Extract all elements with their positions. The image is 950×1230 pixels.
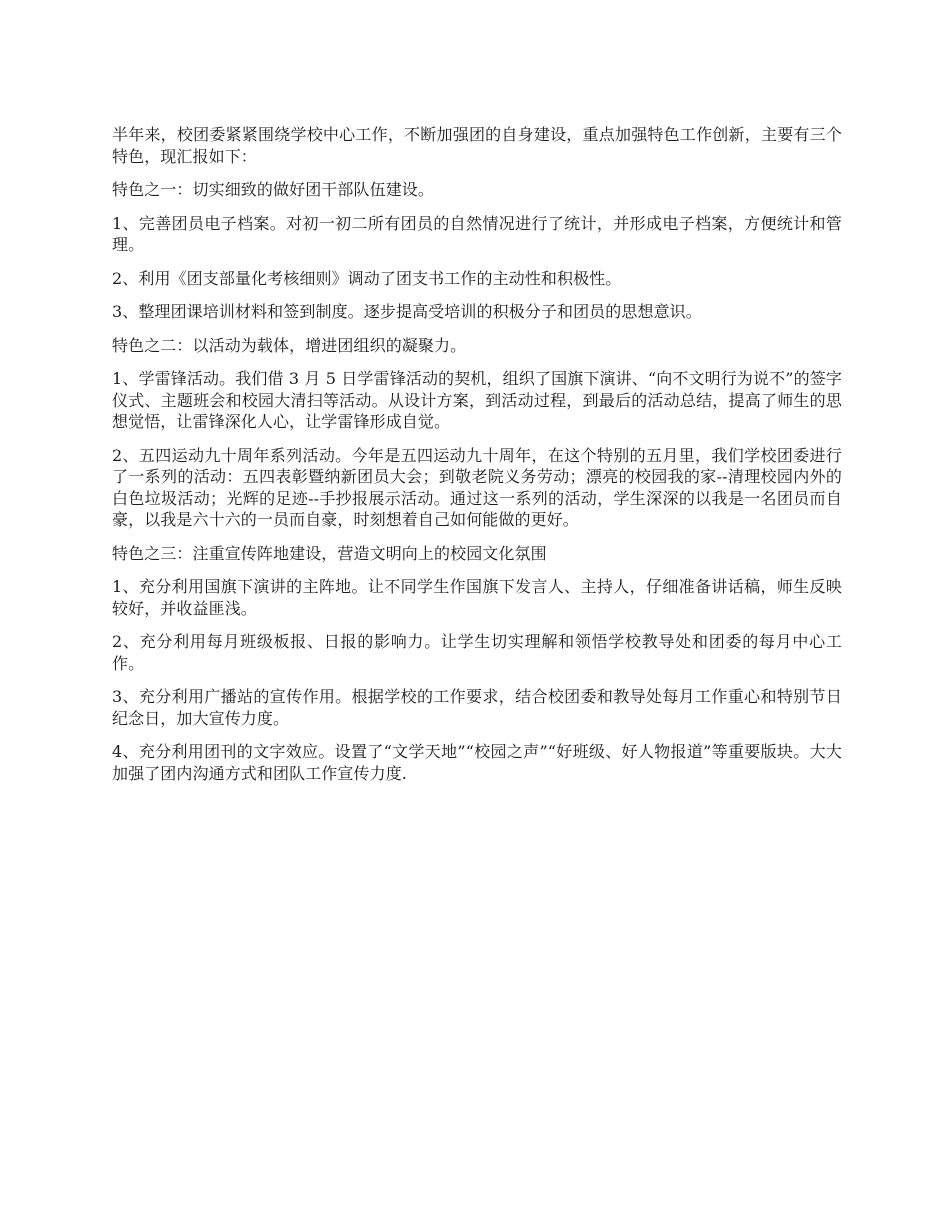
section-heading-1: 特色之一：切实细致的做好团干部队伍建设。 xyxy=(112,180,435,199)
intro-paragraph: 半年来，校团委紧紧围绕学校中心工作，不断加强团的自身建设，重点加强特色工作创新，主要有三个特色，现汇报如下： xyxy=(112,125,842,166)
section-heading-2: 特色之二：以活动为载体，增进团组织的凝聚力。 xyxy=(112,335,467,355)
list-item: 3、整理团课培训材料和签到制度。逐步提高受培训的积极分子和团员的思想意识。 xyxy=(112,302,702,321)
list-item: 4、充分利用团刊的文字效应。设置了“文学天地”“校园之声”“好班级、好人物报道”等重要版块。大大加强了团内沟通方式和团队工作宣传力度. xyxy=(112,742,842,783)
list-item: 2、充分利用每月班级板报、日报的影响力。让学生切实理解和领悟学校教导处和团委的每月中心工作。 xyxy=(112,632,842,673)
list-item: 2、利用《团支部量化考核细则》调动了团支书工作的主动性和积极性。 xyxy=(112,268,622,288)
list-item: 1、充分利用国旗下演讲的主阵地。让不同学生作国旗下发言人、主持人，仔细准备讲话稿，师生反映较好，并收益匪浅。 xyxy=(112,577,842,618)
section-heading-3: 特色之三：注重宣传阵地建设，营造文明向上的校园文化氛围 xyxy=(112,543,547,563)
list-item: 2、五四运动九十周年系列活动。今年是五四运动九十周年，在这个特别的五月里，我们学校团委进行了一系列的活动：五四表彰暨纳新团员大会；到敬老院义务劳动；漂亮的校园我的家--清理校园内外的白色垃圾活动；光辉的足迹--手抄报展示活动。通过这一系列的活动，学生深深的以我是一名团员而自豪，以我是六十六的一员而自豪，时刻想着自己如何能做的更好。 xyxy=(112,445,842,529)
list-item: 1、完善团员电子档案。对初一初二所有团员的自然情况进行了统计，并形成电子档案，方便统计和管理。 xyxy=(112,213,842,254)
list-item: 3、充分利用广播站的宣传作用。根据学校的工作要求，结合校团委和教导处每月工作重心和特别节日纪念日，加大宣传力度。 xyxy=(112,687,842,728)
document-body xyxy=(112,124,842,796)
list-item: 1、学雷锋活动。我们借 3 月 5 日学雷锋活动的契机，组织了国旗下演讲、“向不文明行为说不”的签字仪式、主题班会和校园大清扫等活动。从设计方案，到活动过程，到最后的活动总结，提高了师生的思想觉悟，让雷锋深化人心，让学雷锋形成自觉。 xyxy=(112,369,842,431)
